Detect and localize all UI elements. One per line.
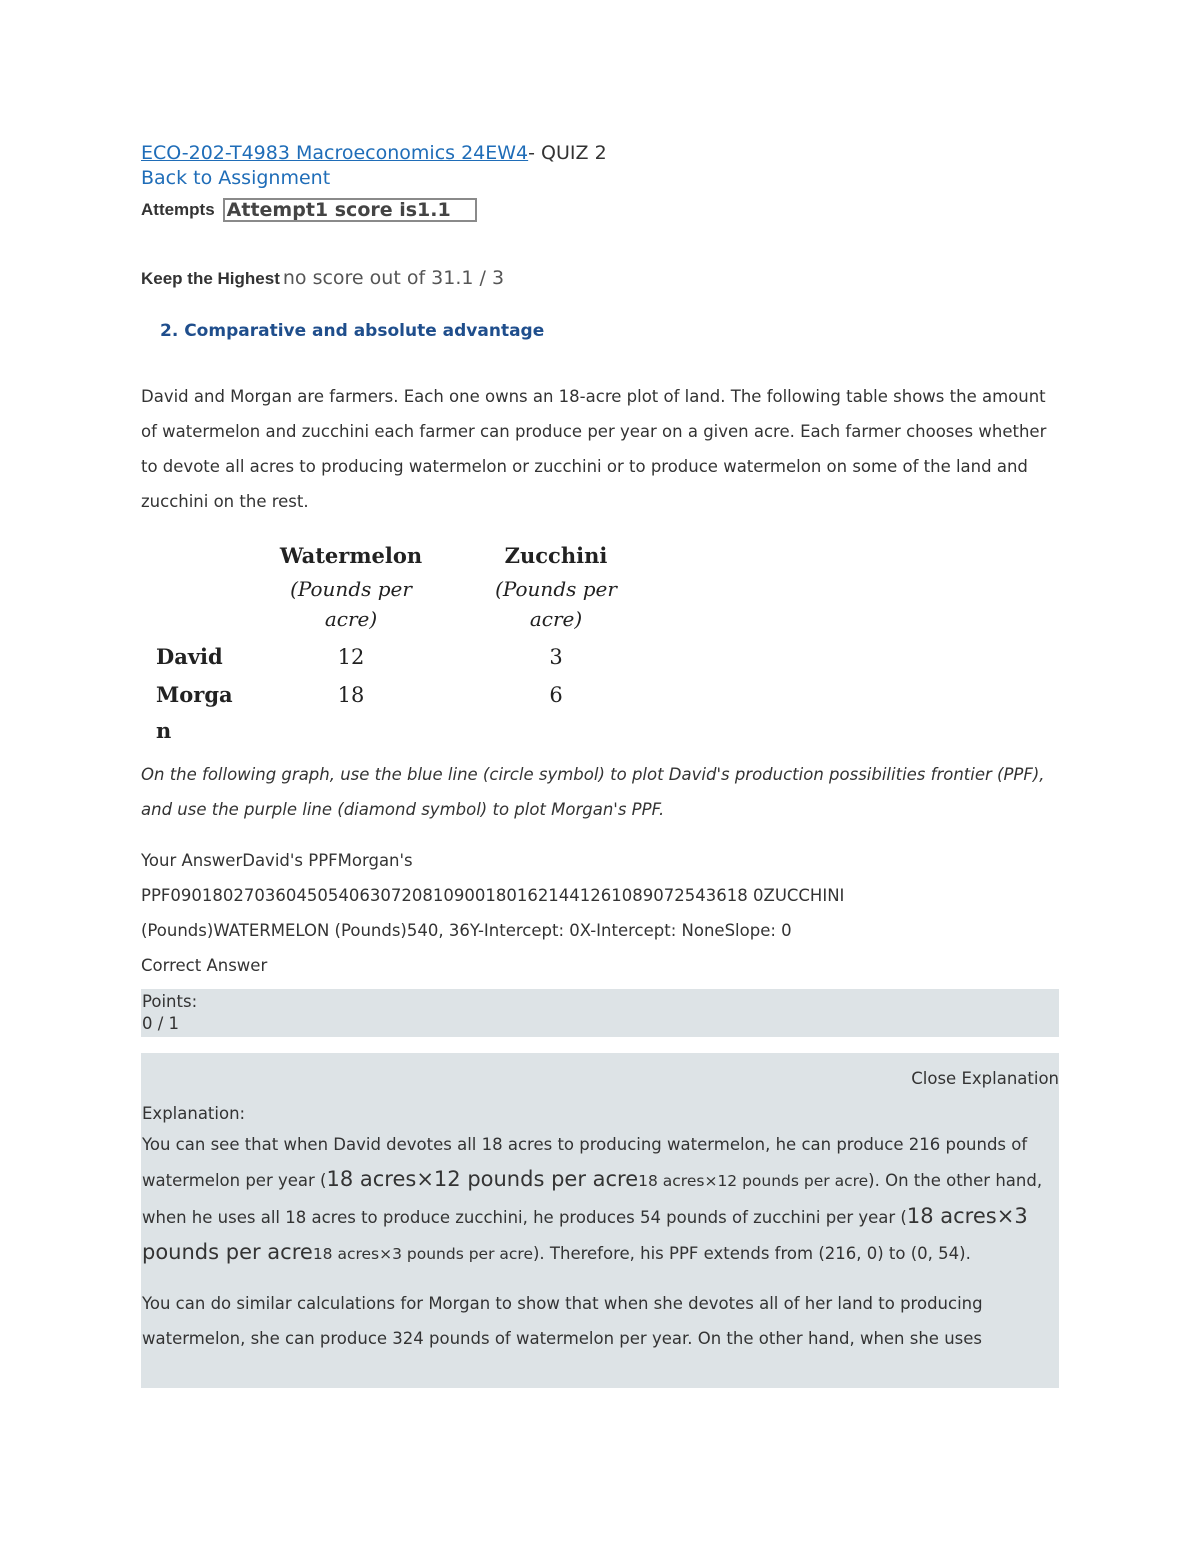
col-sub-zucchini-a: (Pounds per bbox=[495, 577, 617, 601]
exp-text-b: ). On the other hand, when he uses all 18 acres to produce zucchini, he produces 54 pounds of zucchini per year ( bbox=[142, 1171, 1043, 1227]
cell-morgan-watermelon: 18 bbox=[337, 683, 365, 707]
col-header-watermelon: Watermelon bbox=[279, 543, 423, 568]
close-explanation-link[interactable]: Close Explanation bbox=[911, 1069, 1059, 1088]
math-inline-1: 18 acres×12 pounds per acre bbox=[638, 1172, 869, 1190]
attempt-select[interactable]: Attempt1 score is1.1 bbox=[223, 198, 477, 222]
points-box bbox=[141, 989, 1059, 1037]
col-header-zucchini: Zucchini bbox=[504, 543, 608, 568]
score-row bbox=[141, 266, 1059, 291]
answer-block bbox=[141, 843, 1059, 983]
answer-line-2: PPF0901802703604505406307208109001801621441261089072543618 0ZUCCHINI bbox=[141, 886, 845, 905]
col-sub-zucchini-b: acre) bbox=[529, 607, 583, 631]
keep-highest-label: Keep the Highest bbox=[141, 269, 280, 288]
cell-david-zucchini: 3 bbox=[549, 645, 563, 669]
quiz-review-page bbox=[141, 140, 1059, 1388]
row-label-morgan-b: n bbox=[156, 718, 172, 743]
production-table bbox=[141, 519, 1059, 743]
math-inline-2: 18 acres×3 pounds per acre bbox=[312, 1245, 533, 1263]
course-link[interactable]: ECO-202-T4983 Macroeconomics 24EW4 bbox=[141, 142, 529, 164]
points-value: 0 / 1 bbox=[142, 1014, 180, 1033]
question-title: 2. Comparative and absolute advantage bbox=[160, 321, 545, 341]
correct-answer-label: Correct Answer bbox=[141, 956, 268, 975]
answer-line-3: (Pounds)WATERMELON (Pounds)540, 36Y-Intercept: 0X-Intercept: NoneSlope: 0 bbox=[141, 921, 792, 940]
row-label-david: David bbox=[156, 644, 223, 669]
exp-text-c: ). Therefore, his PPF extends from (216, 0) to (0, 54). bbox=[532, 1244, 971, 1263]
score-text: no score out of 31.1 / 3 bbox=[282, 267, 505, 289]
col-sub-watermelon-a: (Pounds per bbox=[290, 577, 412, 601]
attempts-row bbox=[141, 198, 1059, 222]
points-label: Points: bbox=[142, 992, 198, 1011]
graph-instruction: On the following graph, use the blue line (circle symbol) to plot David's production possibilities frontier (PPF), and use the purple line (diamond symbol) to plot Morgan's PPF. bbox=[141, 765, 1045, 819]
math-display-1: 18 acres×12 pounds per acre bbox=[326, 1167, 639, 1191]
explanation-paragraph-1 bbox=[142, 1127, 1059, 1272]
exp-text-a: You can see that when David devotes all 18 acres to producing watermelon, he can produce 216 pounds of watermelon per year ( bbox=[142, 1135, 1028, 1190]
answer-line-1: Your AnswerDavid's PPFMorgan's bbox=[141, 851, 413, 870]
attempts-label: Attempts bbox=[141, 200, 215, 219]
back-to-assignment-link[interactable]: Back to Assignment bbox=[141, 167, 331, 189]
explanation-paragraph-2: You can do similar calculations for Morgan to show that when she devotes all of her land to producing watermelon, she can produce 324 pounds of watermelon per year. On the other hand, when she uses bbox=[142, 1294, 983, 1348]
breadcrumb bbox=[141, 140, 1059, 166]
explanation-label: Explanation: bbox=[142, 1104, 246, 1123]
explanation-box bbox=[141, 1053, 1059, 1388]
quiz-name: - QUIZ 2 bbox=[528, 142, 607, 164]
col-sub-watermelon-b: acre) bbox=[324, 607, 378, 631]
math-display-2: 18 acres×3 pounds per acre bbox=[142, 1204, 1028, 1264]
row-label-morgan-a: Morga bbox=[156, 682, 233, 707]
cell-morgan-zucchini: 6 bbox=[549, 683, 563, 707]
cell-david-watermelon: 12 bbox=[337, 645, 365, 669]
question-text: David and Morgan are farmers. Each one owns an 18-acre plot of land. The following table shows the amount of watermelon and zucchini each farmer can produce per year on a given acre. Each farmer chooses whether to devote all acres to producing watermelon or zucchini or to produce watermelon on some of the land and zucchini on the rest. bbox=[141, 387, 1047, 511]
